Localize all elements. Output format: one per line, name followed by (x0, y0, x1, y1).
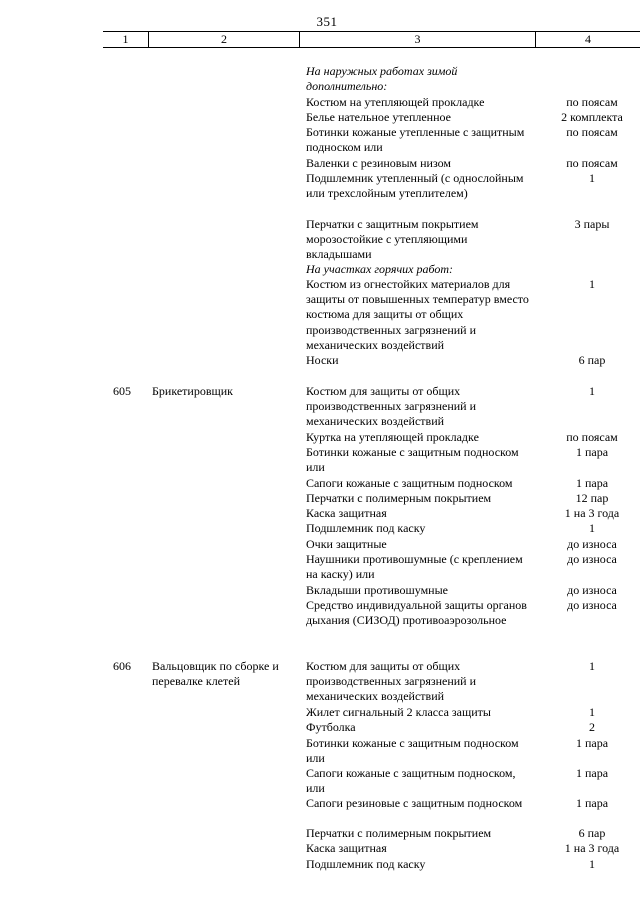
table-header (103, 31, 640, 48)
item-name: Подшлемник утепленный (с однослойным или трехслойным утеплителем) (306, 171, 524, 201)
item-name: Каска защитная (306, 841, 387, 855)
page-number: 351 (316, 14, 338, 29)
item-name: Вкладыши противошумные (306, 583, 448, 597)
item-quantity: до износа (567, 598, 617, 612)
item-name: Валенки с резиновым низом (306, 156, 452, 170)
item-quantity: до износа (567, 552, 617, 566)
item-quantity: 12 пар (575, 491, 609, 505)
item-quantity: 1 пара (575, 766, 609, 780)
item-quantity: по поясам (566, 95, 618, 109)
entry-number: 605 (113, 384, 131, 398)
item-quantity: 1 на 3 года (564, 841, 620, 855)
item-name: Ботинки кожаные с защитным подноском или (306, 736, 519, 766)
item-quantity: 1 на 3 года (564, 506, 620, 520)
item-quantity: 2 комплекта (561, 110, 623, 124)
item-quantity: 6 пар (578, 353, 606, 367)
item-name: Перчатки с полимерным покрытием (306, 826, 492, 840)
item-name: Сапоги кожаные с защитным подноском, или (306, 766, 516, 796)
column-header-3: 3 (414, 32, 421, 46)
item-quantity: 1 (589, 857, 595, 871)
item-quantity: 3 пары (574, 217, 610, 231)
item-name: Сапоги резиновые с защитным подноском (306, 796, 523, 810)
item-quantity: 1 пара (575, 736, 609, 750)
item-quantity: 1 (589, 384, 595, 398)
item-quantity: 1 (589, 521, 595, 535)
item-name: Белье нательное утепленное (306, 110, 451, 124)
item-quantity: по поясам (566, 125, 618, 139)
item-name: Очки защитные (306, 537, 387, 551)
item-quantity: 6 пар (578, 826, 606, 840)
item-quantity: по поясам (566, 156, 618, 170)
item-name: Футболка (306, 720, 356, 734)
item-quantity: 2 (589, 720, 595, 734)
item-quantity: 1 пара (575, 445, 609, 459)
item-name: Костюм для защиты от общих производственных загрязнений и механических воздействий (306, 659, 477, 704)
item-name: Каска защитная (306, 506, 387, 520)
column-header-2: 2 (221, 32, 227, 46)
item-name: Носки (306, 353, 339, 367)
column-header-1: 1 (122, 32, 129, 46)
profession-name: Вальцовщик по сборке и перевалке клетей (152, 659, 279, 688)
item-quantity: 1 (589, 659, 595, 673)
item-name: Ботинки кожаные с защитным подноском или (306, 445, 519, 475)
item-quantity: 1 (589, 705, 595, 719)
item-name: Сапоги кожаные с защитным подноском (306, 476, 513, 490)
item-name: Наушники противошумные (с креплением на каску) или (306, 552, 523, 582)
item-name: Перчатки с полимерным покрытием (306, 491, 492, 505)
item-name: Средство индивидуальной защиты органов дыхания (СИЗОД) противоаэрозольное (306, 598, 527, 628)
item-quantity: по поясам (566, 430, 618, 444)
item-name: Костюм для защиты от общих производственных загрязнений и механических воздействий (306, 384, 477, 429)
entry-number: 606 (113, 659, 131, 673)
item-name: Жилет сигнальный 2 класса защиты (306, 705, 491, 719)
item-name: Перчатки с защитным покрытием морозостойкие с утепляющими вкладышами (306, 217, 479, 262)
column-header-4: 4 (585, 32, 591, 46)
item-quantity: 1 (589, 277, 595, 291)
item-quantity: до износа (567, 537, 617, 551)
item-name: Подшлемник под каску (306, 857, 426, 871)
item-quantity: 1 пара (575, 476, 609, 490)
item-name: Костюм на утепляющей прокладке (306, 95, 485, 109)
item-name: Ботинки кожаные утепленные с защитным подноском или (306, 125, 525, 155)
item-name: Подшлемник под каску (306, 521, 426, 535)
item-quantity: до износа (567, 583, 617, 597)
item-name: На участках горячих работ: (306, 262, 454, 276)
item-quantity: 1 (589, 171, 595, 185)
item-quantity: 1 пара (575, 796, 609, 810)
profession-name: Брикетировщик (152, 384, 233, 398)
item-name: Костюм из огнестойких материалов для защиты от повышенных температур вместо костюма для защиты от общих производственных загрязнений и механических воздействий (306, 277, 529, 352)
item-name: На наружных работах зимой дополнительно: (306, 64, 458, 94)
item-name: Куртка на утепляющей прокладке (306, 430, 479, 444)
